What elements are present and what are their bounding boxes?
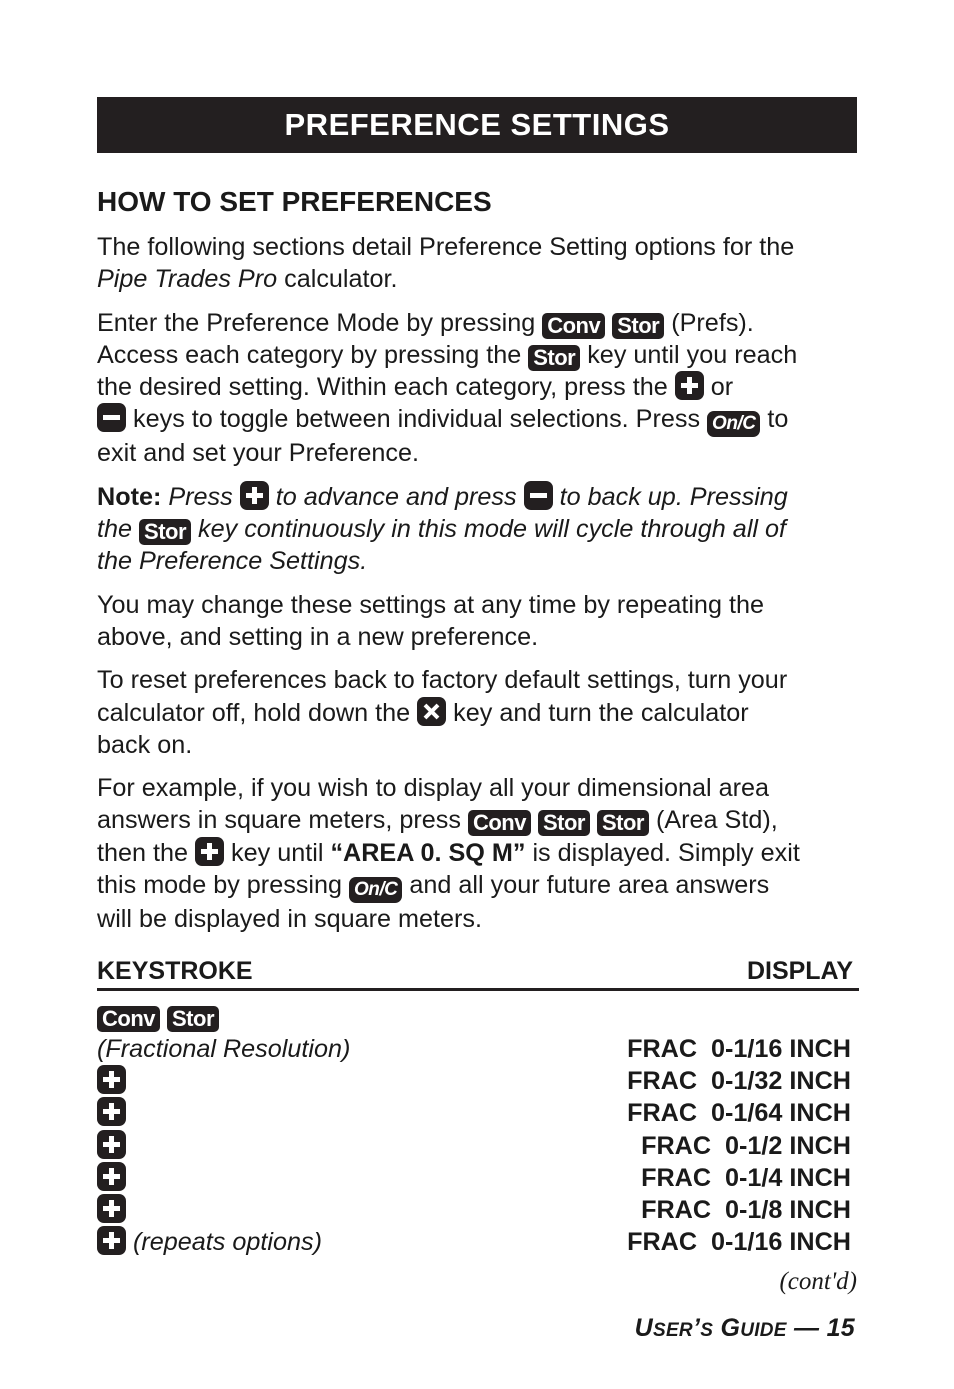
section-heading: HOW TO SET PREFERENCES	[97, 186, 492, 217]
multiply-key-icon	[417, 697, 446, 726]
stor-key: Stor	[167, 1006, 219, 1032]
display-value: FRAC 0-1/2 INCH	[641, 1131, 851, 1160]
stor-key: Stor	[538, 810, 590, 836]
display-value: FRAC 0-1/16 INCH	[627, 1034, 851, 1063]
plus-key-icon	[97, 1065, 126, 1094]
stor-key: Stor	[139, 519, 191, 545]
conv-key: Conv	[97, 1006, 160, 1032]
table-row	[97, 1226, 859, 1258]
section-banner	[97, 97, 857, 153]
plus-key-icon	[97, 1130, 126, 1159]
plus-key-icon	[97, 1162, 126, 1191]
table-row	[97, 1194, 859, 1226]
table-row	[97, 1162, 859, 1194]
table-row	[97, 1033, 859, 1065]
display-value: FRAC 0-1/4 INCH	[641, 1163, 851, 1192]
display-column-header: DISPLAY	[746, 957, 853, 986]
instructions-paragraph: Enter the Preference Mode by pressing Conv Stor (Prefs). Access each category by pressing the Stor key until you reach the desired setting. Within each category, press the or keys to toggle between individual selections. Press On/C to exit and set your Preference.	[97, 308, 798, 468]
conv-key: Conv	[468, 810, 531, 836]
plus-key-icon	[97, 1226, 126, 1255]
stor-key: Stor	[528, 345, 580, 371]
on-c-key: On/C	[707, 411, 760, 437]
display-value: FRAC 0-1/64 INCH	[627, 1099, 851, 1128]
table-row	[97, 1097, 859, 1129]
continued-label: (cont'd)	[779, 1268, 857, 1295]
keystroke-column-header: KEYSTROKE	[97, 957, 253, 986]
note-label: Note:	[97, 482, 162, 511]
table-row	[97, 1130, 859, 1162]
keystroke-table	[97, 1000, 859, 1258]
fractional-resolution-label: (Fractional Resolution)	[97, 1034, 351, 1063]
plus-key-icon	[97, 1097, 126, 1126]
banner-title: PREFERENCE SETTINGS	[284, 107, 670, 142]
stor-key: Stor	[612, 313, 664, 339]
minus-key-icon	[97, 403, 126, 432]
display-value: FRAC 0-1/8 INCH	[641, 1196, 851, 1225]
intro-paragraph: The following sections detail Preference Setting options for the Pipe Trades Pro calculator.	[97, 233, 795, 294]
plus-key-icon	[675, 371, 704, 400]
area-display-text: “AREA 0. SQ M”	[330, 838, 526, 867]
plus-key-icon	[97, 1194, 126, 1223]
display-value: FRAC 0-1/16 INCH	[627, 1228, 851, 1257]
stor-key: Stor	[597, 810, 649, 836]
page-number: — 15	[786, 1314, 855, 1342]
page-content	[97, 184, 859, 1259]
display-value: FRAC 0-1/32 INCH	[627, 1066, 851, 1095]
keystroke-table-header	[97, 955, 859, 991]
change-settings-paragraph: You may change these settings at any time by repeating the above, and setting in a new preference.	[97, 590, 764, 651]
table-row	[97, 1065, 859, 1097]
example-paragraph: For example, if you wish to display all your dimensional area answers in square meters, press Conv Stor Stor (Area Std), then the key until “AREA 0. SQ M” is displayed. Simply exit this mode by pressing On/C and all your future area answers will be displayed in square meters.	[97, 774, 800, 934]
conv-key: Conv	[542, 313, 605, 339]
minus-key-icon	[524, 481, 553, 510]
plus-key-icon	[195, 837, 224, 866]
note-paragraph: Note: Press to advance and press to back up. Pressing the Stor key continuously in this mode will cycle through all of the Preference Settings.	[97, 482, 788, 576]
plus-key-icon	[240, 481, 269, 510]
on-c-key: On/C	[349, 877, 402, 903]
page-footer: USER’S GUIDE — 15	[634, 1314, 855, 1342]
reset-paragraph: To reset preferences back to factory default settings, turn your calculator off, hold down the key and turn the calculator back on.	[97, 666, 788, 759]
repeats-options-label: (repeats options)	[126, 1228, 323, 1257]
product-name: Pipe Trades Pro	[97, 265, 278, 294]
table-row	[97, 1000, 859, 1032]
